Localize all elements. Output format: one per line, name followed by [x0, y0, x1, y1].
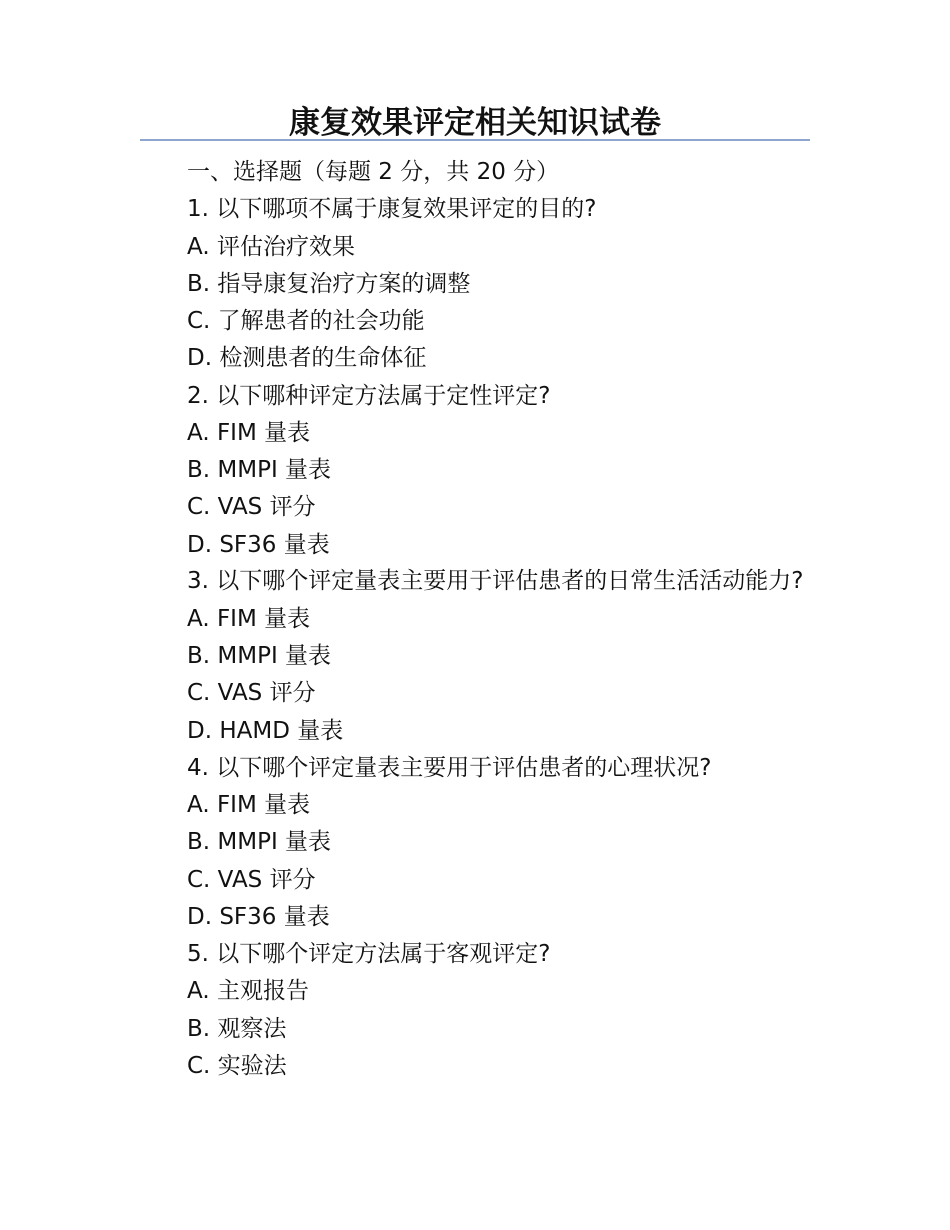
question-3-option-a: A. FIM 量表 — [187, 605, 311, 632]
question-3-option-d: D. HAMD 量表 — [187, 717, 344, 744]
question-1-option-b: B. 指导康复治疗方案的调整 — [187, 270, 471, 297]
question-1-option-a: A. 评估治疗效果 — [187, 233, 355, 260]
question-4-option-a: A. FIM 量表 — [187, 792, 311, 818]
question-4-option-c: C. VAS 评分 — [187, 866, 316, 893]
question-2-option-b: B. MMPI 量表 — [187, 457, 332, 483]
question-2: 2. 以下哪种评定方法属于定性评定? — [187, 382, 551, 409]
question-3-option-c: C. VAS 评分 — [187, 680, 316, 707]
question-4: 4. 以下哪个评定量表主要用于评估患者的心理状况? — [187, 754, 712, 781]
question-1: 1. 以下哪项不属于康复效果评定的目的? — [187, 196, 597, 223]
question-2-option-a: A. FIM 量表 — [187, 419, 311, 446]
question-5-option-c: C. 实验法 — [187, 1052, 287, 1079]
question-4-option-b: B. MMPI 量表 — [187, 829, 332, 856]
document-title: 康复效果评定相关知识试卷 — [289, 105, 661, 141]
question-1-option-d: D. 检测患者的生命体征 — [187, 345, 427, 372]
question-3-option-b: B. MMPI 量表 — [187, 643, 332, 669]
question-5-option-b: B. 观察法 — [187, 1015, 287, 1042]
question-2-option-d: D. SF36 量表 — [187, 531, 330, 558]
question-2-option-c: C. VAS 评分 — [187, 494, 316, 521]
question-1-option-c: C. 了解患者的社会功能 — [187, 308, 425, 334]
document-body — [140, 154, 810, 1085]
question-4-option-d: D. SF36 量表 — [187, 903, 330, 930]
question-3: 3. 以下哪个评定量表主要用于评估患者的日常生活活动能力? — [187, 567, 804, 594]
question-5-option-a: A. 主观报告 — [187, 978, 309, 1005]
question-5: 5. 以下哪个评定方法属于客观评定? — [187, 941, 551, 967]
section-heading: 一、选择题（每题 2 分，共 20 分） — [187, 159, 560, 185]
title-underline — [140, 139, 810, 141]
